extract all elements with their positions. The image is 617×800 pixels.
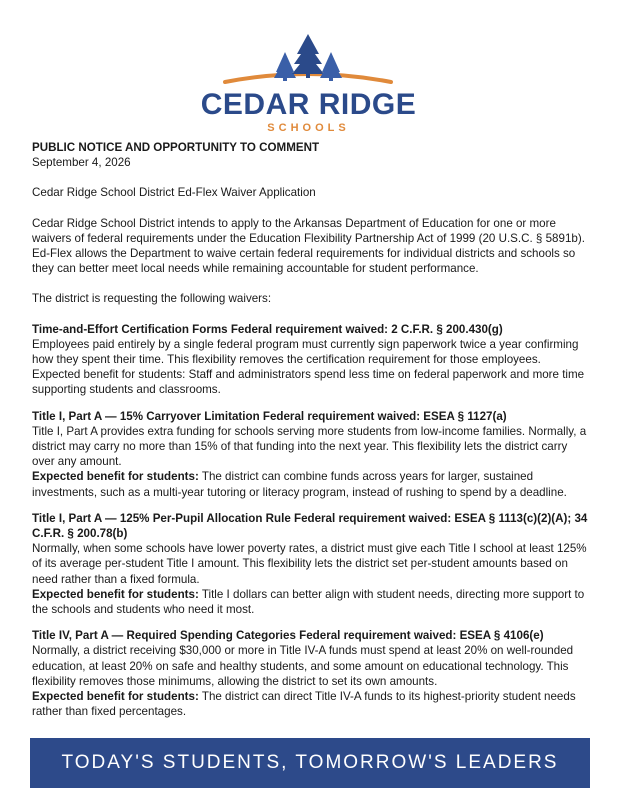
waiver-title: Time-and-Effort Certification Forms Federal requirement waived: 2 C.F.R. § 200.430(g) [32, 322, 503, 336]
logo-subtitle: SCHOOLS [267, 122, 350, 134]
waiver-item [32, 511, 588, 617]
benefit-label: Expected benefit for students: [32, 470, 199, 484]
footer-banner [30, 738, 590, 788]
benefit-label: Expected benefit for students: [32, 690, 199, 704]
waiver-body: Title I, Part A provides extra funding for schools serving more students from low-income families. Normally, a district may carry no more than 15% of that funding into the next year. This flexibility lets the district carry over any amount. [32, 424, 587, 469]
request-lead: The district is requesting the following waivers: [32, 292, 272, 306]
waiver-title: Title IV, Part A — Required Spending Categories Federal requirement waived: ESEA § 4106(e) [32, 629, 544, 643]
waiver-item [32, 409, 588, 500]
waiver-description [32, 337, 588, 398]
district-logo [0, 30, 617, 134]
waiver-body: Normally, when some schools have lower poverty rates, a district must give each Title I school at least 125% of its average per-student Title I amount. This flexibility lets the district set per-student amounts based on need rather than a fixed formula. [32, 542, 587, 586]
notice-heading: PUBLIC NOTICE AND OPPORTUNITY TO COMMENT [32, 141, 320, 154]
waiver-benefit [32, 469, 588, 499]
benefit-text: Staff and administrators spend less time on federal paperwork and more time supporting students and classrooms. [32, 368, 585, 397]
waiver-item [32, 628, 588, 719]
benefit-label: Expected benefit for students: [32, 368, 186, 382]
banner-text: TODAY'S STUDENTS, TOMORROW'S LEADERS [61, 752, 559, 773]
waiver-benefit [32, 689, 588, 719]
intro-paragraph: Cedar Ridge School District intends to apply to the Arkansas Department of Education for one or more waivers of federal requirements under the Education Flexibility Partnership Act of 1999 (20 U.S.C. § 5891b). Ed-Flex allows the Department to waive certain federal requirements for individual districts and schools so they can better meet local needs while remaining accountable for student performance. [32, 216, 585, 276]
waiver-item [32, 322, 588, 398]
waiver-body: Normally, a district receiving $30,000 or more in Title IV-A funds must spend at least 20% on well-rounded education, at least 20% on safe and healthy students, and some amount on educational technology. This flexibility removes those minimums, allowing the district to set its own amounts. [32, 644, 574, 688]
benefit-text: The district can combine funds across years for larger, sustained investments, such as a multi-year tutoring or literacy program, instead of rushing to spend by a deadline. [32, 470, 567, 499]
waiver-title: Title I, Part A — 125% Per-Pupil Allocation Rule Federal requirement waived: ESEA § 1113(c)(2)(A); 34 C.F.R. § 200.78(b) [32, 511, 588, 541]
logo-name: CEDAR RIDGE [200, 88, 417, 121]
pine-trees-icon [223, 30, 393, 86]
benefit-text: Title I dollars can better align with student needs, directing more support to the schools and students who need it most. [32, 587, 585, 617]
waiver-body: Employees paid entirely by a single federal program must currently sign paperwork twice a year confirming how they spent their time. This flexibility removes the certification requirement for those employees. [32, 337, 579, 367]
notice-date: September 4, 2026 [32, 156, 131, 170]
benefit-label: Expected benefit for students: [32, 587, 199, 601]
benefit-text: The district can direct Title IV-A funds to its highest-priority student needs rather than fixed percentages. [32, 690, 576, 719]
notice-body [32, 140, 588, 720]
waiver-benefit [32, 587, 588, 617]
waiver-title: Title I, Part A — 15% Carryover Limitation Federal requirement waived: ESEA § 1127(a) [32, 409, 507, 423]
application-title: Cedar Ridge School District Ed-Flex Waiver Application [32, 186, 316, 200]
